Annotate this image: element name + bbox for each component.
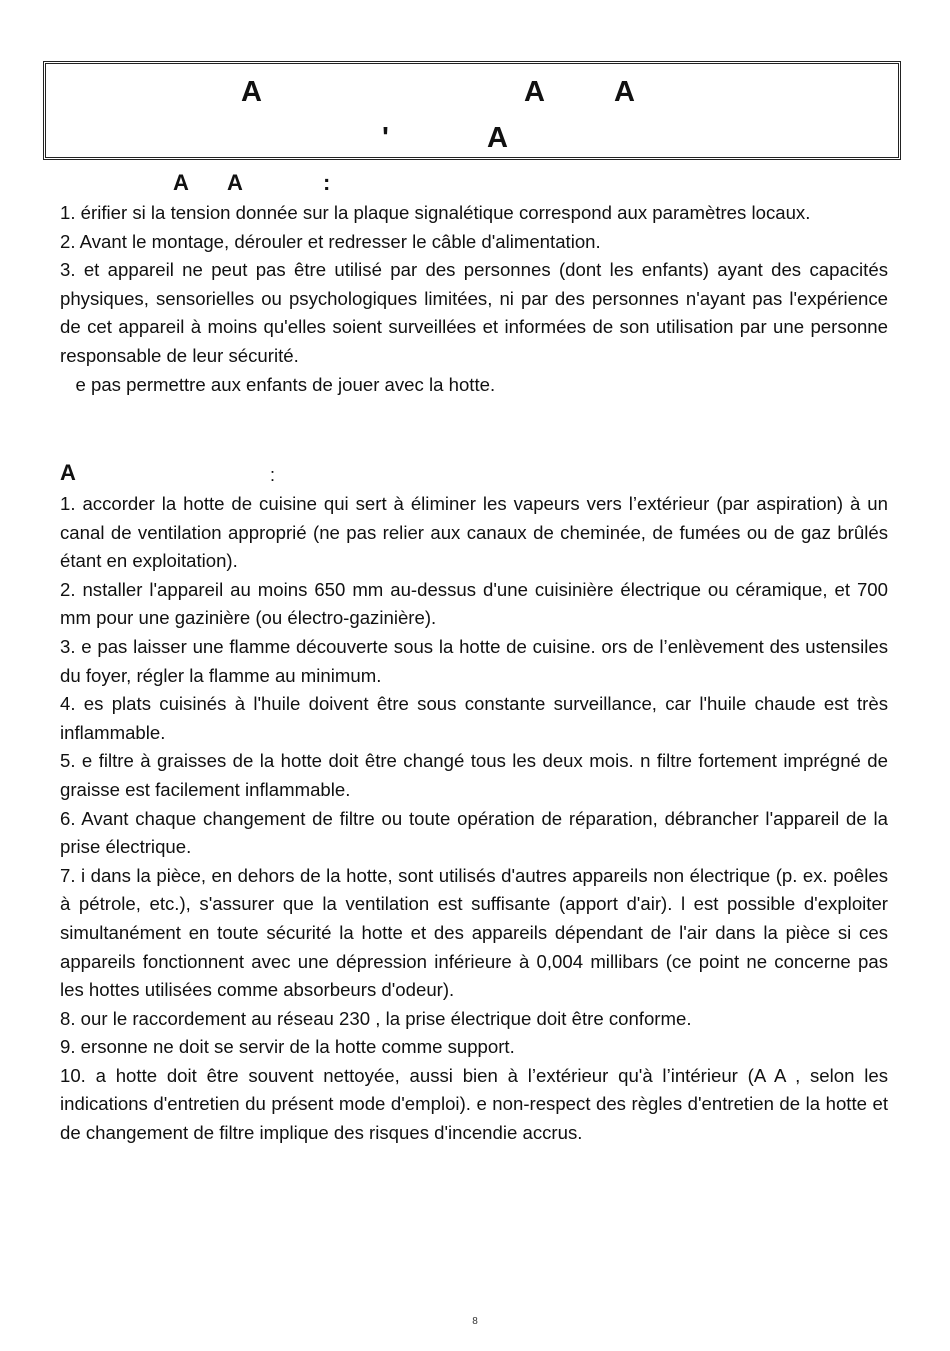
section-heading-glyph: A — [60, 460, 76, 485]
title-glyph: A — [487, 122, 508, 154]
list-item: 5. e filtre à graisses de la hotte doit être changé tous les deux mois. n filtre fortement imprégné de graisse est facilement inflammable. — [60, 750, 888, 800]
list-item: 4. es plats cuisinés à l'huile doivent être sous constante surveillance, car l'huile chaude est très inflammable. — [60, 693, 888, 743]
section-heading-glyph: A — [227, 170, 243, 195]
list-item: 1. accorder la hotte de cuisine qui sert à éliminer les vapeurs vers l’extérieur (par aspiration) à un canal de ventilation approprié (ne pas relier aux canaux de cheminée, de fumées ou de gaz brûlés étant en exploitation). — [60, 493, 888, 572]
page-number: 8 — [472, 1316, 478, 1327]
section-heading-glyph: A — [173, 170, 189, 195]
list-item: 1. érifier si la tension donnée sur la plaque signalétique correspond aux paramètres locaux. — [60, 202, 811, 223]
list-item: 6. Avant chaque changement de filtre ou toute opération de réparation, débrancher l'appareil de la prise électrique. — [60, 807, 888, 858]
title-box — [43, 61, 901, 160]
list-item: 2. Avant le montage, dérouler et redresser le câble d'alimentation. — [60, 230, 601, 252]
section-heading-glyph: : — [323, 170, 331, 195]
list-item: 9. ersonne ne doit se servir de la hotte comme support. — [60, 1036, 515, 1058]
list-item: e pas permettre aux enfants de jouer avec la hotte. — [60, 373, 496, 395]
title-glyph: A — [524, 76, 545, 108]
title-glyph: ' — [382, 122, 389, 154]
list-item: 7. i dans la pièce, en dehors de la hotte, sont utilisés d'autres appareils non électrique (p. ex. poêles à pétrole, etc.), s'assurer que la ventilation est suffisante (apport d'air). l est possible d'exploiter simultanément en toute sécurité la hotte et des appareils dépendant de l'air dans la pièce si ces appareils fonctionnent avec une dépression inférieure à 0,004 millibars (ce point ne concerne pas les hottes utilisées comme absorbeurs d'odeur). — [60, 864, 888, 1001]
list-item: 3. e pas laisser une flamme découverte sous la hotte de cuisine. ors de l’enlèvement des ustensiles du foyer, régler la flamme au minimum. — [60, 635, 888, 686]
list-item: 2. nstaller l'appareil au moins 650 mm au-dessus d'une cuisinière électrique ou céramique, et 700 mm pour une gazinière (ou électro-gazinière). — [60, 578, 888, 629]
section2-body — [60, 490, 888, 1148]
title-glyph: A — [614, 76, 635, 108]
section1-body — [60, 199, 888, 399]
title-glyph: A — [241, 76, 262, 108]
list-item: 10. a hotte doit être souvent nettoyée, aussi bien à l’extérieur qu'à l’intérieur (A A , selon les indications d'entretien du présent mode d'emploi). e non-respect des règles d'entretien de la hotte et de changement de filtre implique des risques d'incendie accrus. — [60, 1064, 888, 1144]
list-item: 3. et appareil ne peut pas être utilisé par des personnes (dont les enfants) ayant des capacités physiques, sensorielles ou psychologiques limitées, ni par des personnes n'ayant pas l'expérience de cet appareil à moins qu'elles soient surveillées et informées de son utilisation par une personne responsable de leur sécurité. — [60, 259, 888, 366]
list-item: 8. our le raccordement au réseau 230 , la prise électrique doit être conforme. — [60, 1007, 692, 1029]
section-heading-glyph: : — [270, 465, 276, 485]
